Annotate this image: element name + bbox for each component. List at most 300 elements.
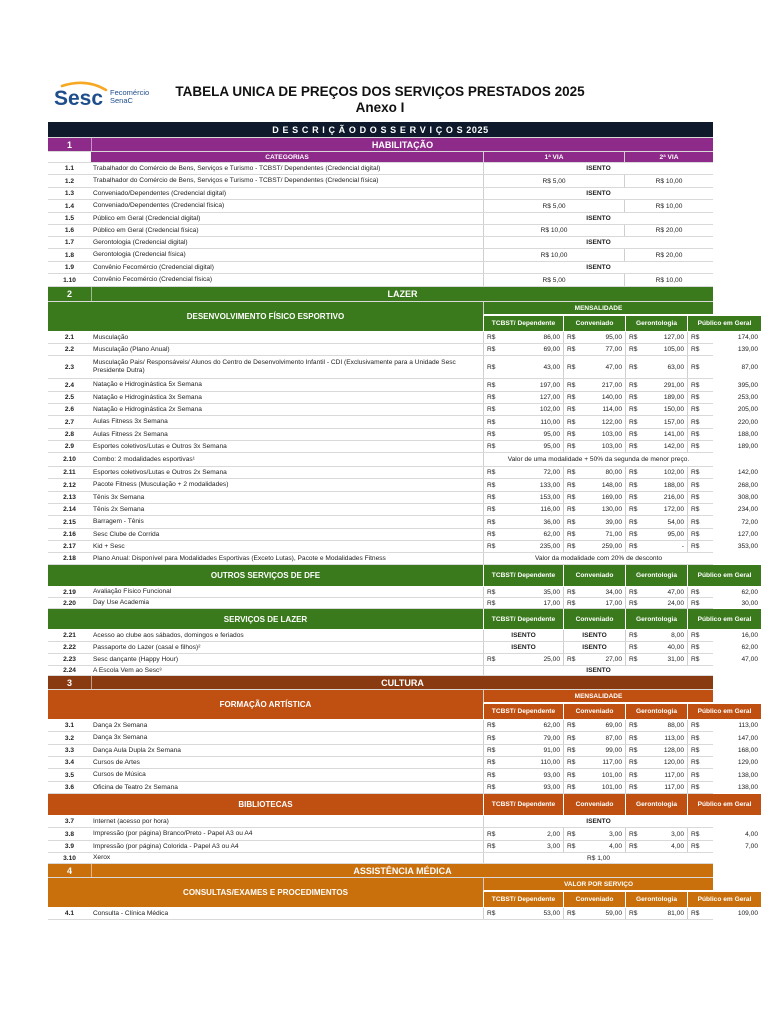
currency-symbol: R$: [567, 784, 576, 791]
currency-symbol: R$: [691, 443, 700, 450]
subsection-title: CONSULTAS/EXAMES E PROCEDIMENTOS: [48, 878, 483, 907]
section-number: 2: [66, 289, 72, 299]
price-conveniado: [563, 392, 625, 403]
price-via1: R$ 5,00: [483, 175, 624, 187]
price-amount: 110,00: [540, 418, 560, 426]
currency-symbol: R$: [567, 759, 576, 766]
item-number: 3.10: [63, 854, 76, 862]
currency-symbol: R$: [691, 910, 700, 917]
price-gerontologia: [625, 332, 687, 343]
price-amount: 102,00: [539, 406, 560, 413]
currency-symbol: R$: [487, 506, 496, 513]
price-amount: 88,00: [667, 722, 684, 729]
price-value: ISENTO: [483, 213, 713, 224]
price-conveniado: [563, 757, 625, 768]
currency-symbol: R$: [567, 599, 576, 607]
annex-label: Anexo I: [355, 100, 405, 115]
table-title-bar: [48, 122, 713, 138]
price-amount: 62,00: [543, 722, 560, 729]
price-amount: 93,00: [543, 784, 560, 791]
price-amount: 148,00: [601, 481, 622, 489]
price-amount: 172,00: [663, 506, 684, 513]
price-note: Valor de uma modalidade + 50% da segunda de menor preço.: [483, 453, 713, 466]
subsection-header-row: [48, 609, 752, 630]
currency-symbol: R$: [691, 722, 700, 729]
price-conveniado: [563, 479, 625, 491]
price-amount: 30,00: [741, 599, 758, 607]
currency-symbol: R$: [629, 334, 638, 341]
currency-symbol: R$: [567, 910, 576, 917]
item-description: Natação e Hidroginástica 5x Semana: [93, 381, 202, 388]
price-gerontologia: [625, 630, 687, 641]
price-amount: 101,00: [601, 771, 622, 779]
price-publico: [687, 479, 761, 491]
price-publico: [687, 529, 761, 540]
price-amount: 101,00: [601, 784, 622, 791]
currency-symbol: R$: [487, 759, 496, 766]
price-tcbst: ISENTO: [483, 630, 563, 641]
price-amount: 216,00: [663, 494, 684, 501]
price-amount: 157,00: [663, 418, 684, 426]
currency-symbol: R$: [629, 506, 638, 513]
tcbst-header: TCBST/ Dependente: [483, 316, 563, 331]
currency-symbol: R$: [487, 747, 496, 754]
table-row: [48, 441, 758, 453]
price-amount: 72,00: [543, 469, 560, 476]
price-publico: [687, 344, 761, 355]
price-tcbst: [483, 467, 563, 478]
currency-symbol: R$: [487, 843, 496, 850]
currency-symbol: R$: [629, 418, 638, 426]
currency-symbol: R$: [629, 588, 638, 596]
currency-symbol: R$: [691, 843, 700, 850]
item-description: A Escola Vem ao Sesc³: [93, 666, 162, 674]
item-description: Natação e Hidroginástica 3x Semana: [93, 393, 202, 401]
page-title: [150, 84, 610, 116]
table-row: [48, 262, 713, 274]
price-tcbst: [483, 356, 563, 378]
item-description: Cursos de Música: [93, 771, 146, 778]
price-publico: [687, 841, 761, 852]
table-row: [48, 344, 758, 356]
item-description: Cursos de Artes: [93, 758, 140, 766]
price-gerontologia: [625, 492, 687, 503]
price-amount: 95,00: [543, 431, 560, 438]
currency-symbol: R$: [629, 771, 638, 779]
price-gerontologia: [625, 541, 687, 552]
currency-symbol: R$: [487, 518, 496, 526]
currency-symbol: R$: [567, 469, 576, 476]
currency-symbol: R$: [487, 334, 496, 341]
price-publico: [687, 642, 761, 653]
price-tcbst: ISENTO: [483, 642, 563, 653]
price-publico: [687, 630, 761, 641]
publico-header: Público em Geral: [687, 892, 761, 907]
price-amount: 188,00: [663, 481, 684, 489]
services-price-table: [48, 122, 758, 920]
price-gerontologia: [625, 529, 687, 540]
price-amount: 139,00: [737, 346, 758, 353]
table-row: [48, 416, 758, 429]
currency-symbol: R$: [629, 394, 638, 401]
price-tcbst: [483, 416, 563, 428]
item-number: 2.12: [63, 481, 76, 489]
price-publico: [687, 782, 761, 793]
price-gerontologia: [625, 429, 687, 440]
price-conveniado: [563, 541, 625, 552]
price-amount: 47,00: [667, 588, 684, 596]
table-row: [48, 379, 758, 392]
price-amount: 62,00: [741, 644, 758, 651]
title-line: TABELA UNICA DE PREÇOS DOS SERVIÇOS PRESTADOS 2025: [175, 84, 585, 99]
table-row: [48, 816, 713, 828]
item-number: 2.3: [64, 363, 75, 371]
currency-symbol: R$: [487, 443, 496, 450]
price-tcbst: [483, 598, 563, 608]
price-amount: 4,00: [671, 843, 684, 850]
price-amount: 168,00: [737, 747, 758, 754]
price-gerontologia: [625, 587, 687, 597]
price-tcbst: [483, 332, 563, 343]
price-publico: [687, 587, 761, 597]
table-row: [48, 479, 758, 492]
currency-symbol: R$: [487, 771, 496, 779]
item-number: 3.2: [64, 734, 75, 742]
currency-symbol: R$: [691, 431, 700, 438]
price-publico: [687, 492, 761, 503]
currency-symbol: R$: [629, 443, 638, 450]
item-description: Trabalhador do Comércio de Bens, Serviços e Turismo - TCBST/ Dependentes (Credencial digital): [93, 164, 381, 172]
currency-symbol: R$: [629, 910, 638, 917]
item-number: 1.10: [63, 276, 76, 284]
currency-symbol: R$: [487, 531, 496, 538]
price-amount: 95,00: [667, 531, 684, 538]
currency-symbol: R$: [691, 734, 700, 742]
price-tcbst: [483, 769, 563, 781]
table-row: [48, 163, 713, 175]
currency-symbol: R$: [691, 494, 700, 501]
price-group-header: VALOR POR SERVIÇO: [483, 878, 713, 891]
currency-symbol: R$: [567, 656, 576, 663]
item-number: 2.19: [63, 588, 76, 596]
price-amount: 109,00: [737, 910, 758, 917]
price-amount: 129,00: [737, 759, 758, 766]
price-value: ISENTO: [483, 237, 713, 248]
price-gerontologia: [625, 392, 687, 403]
currency-symbol: R$: [487, 543, 496, 550]
currency-symbol: R$: [487, 910, 496, 917]
price-conveniado: [563, 732, 625, 744]
table-row: [48, 553, 713, 565]
table-row: [48, 392, 758, 404]
table-row: [48, 504, 758, 516]
conveniado-header: Conveniado: [563, 565, 625, 586]
price-amount: -: [681, 543, 684, 550]
item-number: 1.4: [64, 202, 75, 210]
item-number: 2.11: [63, 469, 76, 476]
currency-symbol: R$: [567, 747, 576, 754]
currency-symbol: R$: [567, 431, 576, 438]
currency-symbol: R$: [567, 418, 576, 426]
svg-text:Fecomércio: Fecomércio: [110, 88, 150, 97]
price-amount: 103,00: [601, 443, 622, 450]
price-tcbst: [483, 541, 563, 552]
item-number: 1.5: [64, 215, 75, 222]
item-description: Plano Anual: Disponível para Modalidades Esportivas (Exceto Lutas), Pacote e Modalidades Fitness: [93, 554, 386, 562]
price-amount: 80,00: [605, 469, 622, 476]
price-amount: 150,00: [663, 406, 684, 413]
price-amount: 63,00: [667, 363, 684, 371]
item-description: Impressão (por página) Colorida - Papel A3 ou A4: [93, 842, 239, 850]
tcbst-header: TCBST/ Dependente: [483, 794, 563, 815]
price-publico: [687, 416, 761, 428]
item-number: 2.4: [64, 381, 75, 389]
currency-symbol: R$: [691, 543, 700, 550]
price-amount: 308,00: [737, 494, 758, 501]
price-conveniado: [563, 745, 625, 756]
currency-symbol: R$: [691, 759, 700, 766]
item-number: 2.10: [63, 456, 76, 463]
currency-symbol: R$: [567, 734, 576, 742]
price-amount: 235,00: [539, 543, 560, 550]
currency-symbol: R$: [487, 394, 496, 401]
price-amount: 40,00: [667, 644, 684, 651]
price-amount: 117,00: [664, 771, 684, 779]
subsection-title: BIBLIOTECAS: [48, 794, 483, 815]
item-description: Musculação (Plano Anual): [93, 345, 170, 353]
price-amount: 103,00: [601, 431, 622, 438]
price-value: ISENTO: [483, 262, 713, 273]
price-publico: [687, 404, 761, 415]
item-number: 2.24: [63, 667, 76, 674]
price-tcbst: [483, 782, 563, 793]
currency-symbol: R$: [487, 481, 496, 489]
currency-symbol: R$: [629, 469, 638, 476]
subsection-header-row: [48, 302, 752, 332]
price-via2: R$ 10,00: [624, 274, 713, 286]
table-row: [48, 720, 758, 732]
price-tcbst: [483, 429, 563, 440]
currency-symbol: R$: [567, 722, 576, 729]
price-conveniado: [563, 769, 625, 781]
currency-symbol: R$: [487, 588, 496, 596]
subsection-header-row: [48, 794, 752, 816]
price-amount: 291,00: [663, 381, 684, 389]
price-tcbst: [483, 441, 563, 452]
item-number: 1.7: [64, 239, 75, 246]
subsection-title: OUTROS SERVIÇOS DE DFE: [48, 565, 483, 586]
price-conveniado: [563, 441, 625, 452]
item-description: Dança 2x Semana: [93, 721, 148, 729]
price-gerontologia: [625, 732, 687, 744]
item-number: 3.6: [64, 784, 75, 791]
item-description: Público em Geral (Credencial digital): [93, 214, 201, 222]
price-note: ISENTO: [483, 816, 713, 827]
tcbst-header: TCBST/ Dependente: [483, 565, 563, 586]
item-description: Sesc dançante (Happy Hour): [93, 655, 179, 663]
currency-symbol: R$: [567, 588, 576, 596]
currency-symbol: R$: [629, 843, 638, 850]
price-amount: 253,00: [737, 394, 758, 401]
section-header-row: [48, 138, 713, 152]
item-number: 1.9: [64, 264, 75, 271]
table-row: [48, 453, 713, 467]
currency-symbol: R$: [629, 759, 638, 766]
currency-symbol: R$: [487, 346, 496, 353]
price-publico: [687, 908, 761, 919]
currency-symbol: R$: [487, 722, 496, 729]
currency-symbol: R$: [629, 722, 638, 729]
table-row: [48, 467, 758, 479]
currency-symbol: R$: [691, 346, 700, 353]
price-conveniado: [563, 467, 625, 478]
section-header-row: [48, 676, 713, 690]
price-amount: 17,00: [605, 599, 622, 607]
price-value: ISENTO: [483, 163, 713, 174]
table-row: [48, 587, 758, 598]
item-description: Tênis 3x Semana: [93, 493, 145, 501]
price-amount: 153,00: [539, 494, 560, 501]
currency-symbol: R$: [691, 531, 700, 538]
price-conveniado: [563, 492, 625, 503]
price-amount: 127,00: [737, 531, 758, 538]
price-amount: 116,00: [540, 506, 560, 513]
price-amount: 205,00: [737, 406, 758, 413]
currency-symbol: R$: [629, 632, 638, 639]
price-publico: [687, 379, 761, 391]
price-amount: 24,00: [667, 599, 684, 607]
price-amount: 54,00: [667, 518, 684, 526]
item-number: 2.9: [64, 443, 75, 450]
price-gerontologia: [625, 344, 687, 355]
table-row: [48, 782, 758, 794]
svg-text:Sesc: Sesc: [54, 87, 104, 110]
price-gerontologia: [625, 654, 687, 665]
item-number: 2.14: [63, 506, 76, 513]
price-amount: 47,00: [741, 656, 758, 663]
price-amount: 197,00: [539, 381, 560, 389]
price-gerontologia: [625, 720, 687, 731]
price-amount: 122,00: [601, 418, 622, 426]
price-gerontologia: [625, 416, 687, 428]
item-description: Impressão (por página) Branco/Preto - Papel A3 ou A4: [93, 830, 253, 837]
categories-header: CATEGORIAS: [265, 153, 309, 161]
price-publico: [687, 598, 761, 608]
item-description: Público em Geral (Credencial física): [93, 226, 199, 234]
currency-symbol: R$: [629, 734, 638, 742]
item-number: 2.18: [63, 555, 76, 562]
price-conveniado: [563, 598, 625, 608]
currency-symbol: R$: [629, 381, 638, 389]
currency-symbol: R$: [691, 418, 700, 426]
price-via2: R$ 10,00: [624, 200, 713, 212]
category-header-row: [48, 152, 713, 163]
price-amount: 117,00: [602, 759, 622, 766]
price-gerontologia: [625, 379, 687, 391]
currency-symbol: R$: [567, 381, 576, 389]
price-amount: 259,00: [601, 543, 622, 550]
price-amount: 62,00: [543, 531, 560, 538]
table-row: [48, 175, 713, 188]
price-via1: R$ 10,00: [483, 225, 624, 236]
currency-symbol: R$: [487, 784, 496, 791]
currency-symbol: R$: [691, 381, 700, 389]
currency-symbol: R$: [487, 406, 496, 413]
table-row: [48, 429, 758, 441]
publico-header: Público em Geral: [687, 609, 761, 629]
price-tcbst: [483, 908, 563, 919]
price-gerontologia: [625, 642, 687, 653]
subsection-header-row: [48, 690, 752, 720]
item-description: Aulas Fitness 3x Semana: [93, 418, 168, 425]
price-publico: [687, 757, 761, 768]
table-row: [48, 828, 758, 841]
currency-symbol: R$: [567, 443, 576, 450]
price-amount: 35,00: [543, 588, 560, 596]
price-gerontologia: [625, 404, 687, 415]
price-amount: 169,00: [601, 494, 622, 501]
currency-symbol: R$: [567, 363, 576, 371]
subsection-title: DESENVOLVIMENTO FÍSICO ESPORTIVO: [48, 302, 483, 331]
price-conveniado: [563, 356, 625, 378]
section-header-row: [48, 864, 713, 878]
price-amount: 87,00: [605, 734, 622, 742]
publico-header: Público em Geral: [687, 794, 761, 815]
via2-header: 2ª VIA: [624, 152, 713, 162]
item-description: Trabalhador do Comércio de Bens, Serviços e Turismo - TCBST/ Dependentes (Credencial física): [93, 177, 379, 184]
currency-symbol: R$: [487, 469, 496, 476]
item-description: Combo: 2 modalidades esportivas¹: [93, 455, 195, 463]
currency-symbol: R$: [691, 406, 700, 413]
price-gerontologia: [625, 908, 687, 919]
price-amount: 268,00: [737, 481, 758, 489]
price-via1: R$ 5,00: [483, 274, 624, 286]
item-number: 2.16: [63, 531, 76, 538]
item-description: Pacote Fitness (Musculação + 2 modalidades): [93, 481, 229, 488]
table-row: [48, 356, 758, 379]
price-tcbst: [483, 529, 563, 540]
item-number: 2.17: [63, 543, 76, 550]
price-amount: 174,00: [737, 334, 758, 341]
price-amount: 91,00: [543, 747, 560, 754]
item-number: 2.21: [63, 632, 76, 639]
price-amount: 39,00: [605, 518, 622, 526]
price-publico: [687, 332, 761, 343]
price-amount: 79,00: [543, 734, 560, 742]
table-row: [48, 769, 758, 782]
currency-symbol: R$: [629, 656, 638, 663]
table-row: [48, 541, 758, 553]
publico-header: Público em Geral: [687, 316, 761, 331]
price-tcbst: [483, 654, 563, 665]
price-amount: 189,00: [663, 394, 684, 401]
item-description: Xerox: [93, 854, 111, 861]
item-number: 2.23: [63, 656, 76, 663]
price-amount: 138,00: [737, 771, 758, 779]
item-number: 2.5: [64, 394, 75, 401]
price-amount: 127,00: [663, 334, 684, 341]
item-number: 1.1: [64, 165, 75, 172]
item-number: 1.8: [64, 251, 75, 259]
price-publico: [687, 745, 761, 756]
table-row: [48, 237, 713, 249]
price-gerontologia: [625, 598, 687, 608]
price-via2: R$ 20,00: [624, 225, 713, 236]
item-description: Barragem - Tênis: [93, 518, 144, 525]
item-description: Esportes coletivos/Lutas e Outros 3x Semana: [93, 442, 227, 450]
price-amount: 105,00: [663, 346, 684, 353]
table-row: [48, 529, 758, 541]
